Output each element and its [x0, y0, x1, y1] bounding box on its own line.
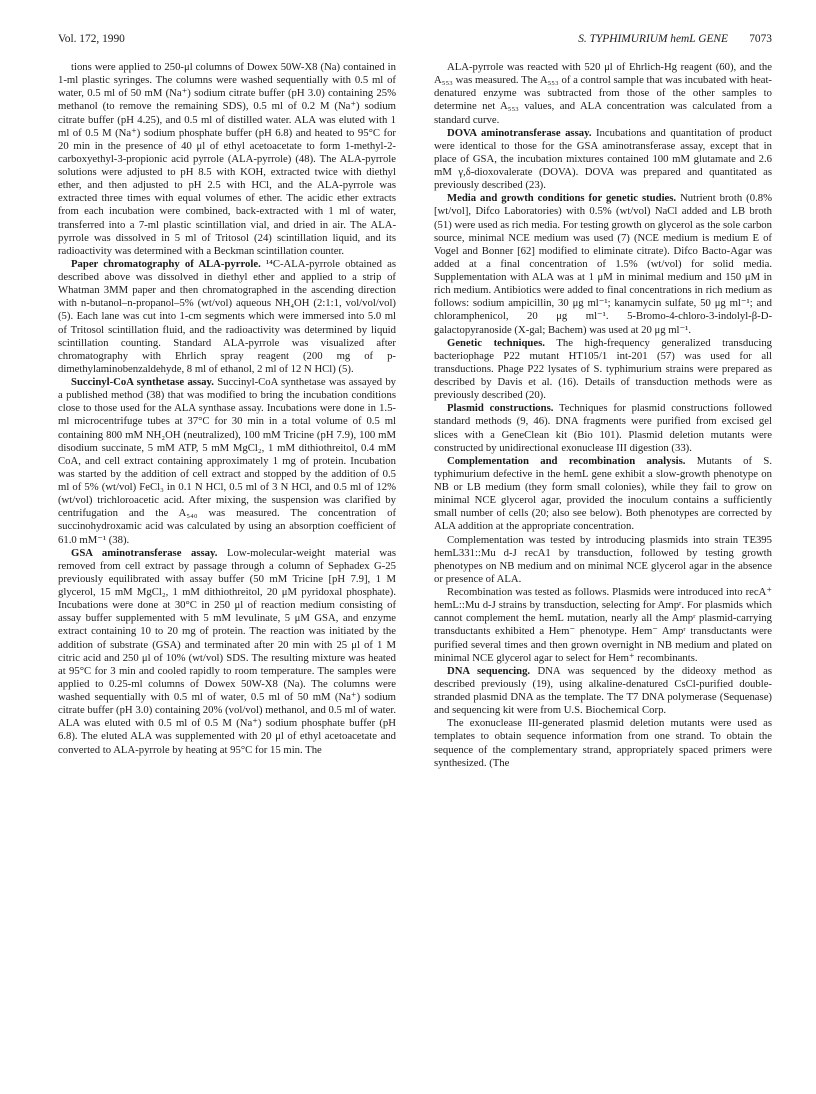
paragraph-text: Low-molecular-weight material was removed from cell extract by passage through a column of Sephadex G-25 previously equilibrated with assay buffer (50 mM Tricine [pH 7.9], 1 M glycerol, 15 mM MgCl₂, 1 mM dithiothreitol, 20 μM pyridoxal phosphate). Incubations were done at 30°C in 250 μl of reaction medium consisting of assay buffer supplemented with 5 mM levulinate, 5 μM GSA, and enzyme extract containing 10 to 20 mg of protein. The reaction was initiated by the addition of substrate (GSA) and terminated after 20 min with 25 μl of 1 M citric acid and 250 μl of 10% (wt/vol) SDS. The resulting mixture was heated at 95°C for 3 min and cooled rapidly to room temperature. The samples were applied to 0.25-ml columns of Dowex 50W-X8 (Na). The columns were washed sequentially with 0.5 ml of water, 0.5 ml of 50 mM (Na⁺) sodium citrate buffer (pH 3.0) containing 20% (vol/vol) methanol, and 0.5 ml of water. ALA was eluted with 0.5 ml of 0.5 M (Na⁺) sodium phosphate buffer (pH 6.8). The eluted ALA was supplemented with 20 μl of ethyl acetoacetate and converted to ALA-pyrrole by heating at 95°C for 15 min. The [58, 546, 396, 756]
paragraph-text: The high-frequency generalized transducing bacteriophage P22 mutant HT105/1 int-201 (57) was used for all transductions. Phage P22 lysates of S. typhimurium strains were prepared as described by Davis et al. (16). Details of transduction methods were as previously described (20). [434, 336, 773, 402]
paragraph [434, 127, 772, 193]
paragraph-text: The exonuclease III-generated plasmid deletion mutants were used as templates to obtain sequence information from one strand. To obtain the sequence of the complementary strand, appropriately spaced primers were synthesized. (The [434, 717, 772, 769]
paragraph-text: Techniques for plasmid constructions followed standard methods (9, 46). DNA fragments were purified from excised gel slices with a GeneClean kit (Bio 101). Plasmid deletion mutants were constructed by unidirectional exonuclease III digestion (33). [434, 402, 772, 454]
paragraph-text: tions were applied to 250-μl columns of Dowex 50W-X8 (Na) contained in 1-ml plastic syringes. The columns were washed sequentially with 0.5 ml of water, 0.5 ml of 50 mM (Na⁺) sodium citrate buffer (pH 3.0) containing 25% methanol (to remove the remaining SDS), 0.5 ml of 0.2 M (Na⁺) sodium citrate buffer (pH 4.25), and 0.5 ml of distilled water. ALA was eluted with 1 ml of 0.5 M (Na⁺) sodium phosphate buffer (pH 6.8) and heated to 95°C for 20 min in the presence of 40 μl of ethyl acetoacetate to form 1-methyl-2-carboxyethyl-3-propionic acid pyrrole (ALA-pyrrole) (48). The ALA-pyrrole solutions were adjusted to pH 8.5 with KOH, extracted twice with diethyl ether, and then adjusted to pH 2.5 with HCl, and the ALA-pyrrole was extracted three times with equal volumes of ether. The acidic ether extracts from each incubation were combined, back-extracted with 1 ml of water, transferred into a 7-ml plastic scintillation vial, and dried in air. The ALA-pyrrole was dissolved in 5 ml of Tritosol (24) scintillation liquid, and its radioactivity was determined with a Beckman scintillation counter. [58, 61, 396, 257]
paragraph-text: Recombination was tested as follows. Plasmids were introduced into recA⁺ hemL::Mu d-J strains by transduction, selecting for Ampʳ. For plasmids which cannot complement the hemL mutation, nearly all the Ampʳ plasmid-carrying transductants exhibited a Hem⁻ phenotype. Hem⁻ Ampʳ transductants were purified several times and then grown overnight in NB medium and plated on minimal NCE glycerol agar to select for Hem⁺ recombinants. [434, 586, 772, 664]
page-number: 7073 [749, 33, 772, 45]
section-heading: GSA aminotransferase assay. [71, 546, 218, 559]
left-column [58, 61, 396, 757]
paragraph-text: Nutrient broth (0.8% [wt/vol], Difco Laboratories) with 0.5% (wt/vol) NaCl added and LB broth (51) were used as rich media. For testing growth on glycerol as the sole carbon source, minimal NCE medium was used (7) (NCE medium is medium E of Vogel and Bonner [62] modified to eliminate citrate). Difco Bacto-Agar was added at a final concentration of 1.5% (wt/vol) for solid media. Supplementation with ALA was at 1 μM in minimal medium and 150 μM in rich medium. Antibiotics were added to final concentrations in rich medium as follows: sodium ampicillin, 30 μg ml⁻¹; kanamycin sulfate, 50 μg ml⁻¹; and chloramphenicol, 20 μg ml⁻¹. 5-Bromo-4-chloro-3-indolyl-β-D-galactopyranoside (X-gal; Bachem) was used at 20 μg ml⁻¹. [434, 192, 772, 336]
paragraph [434, 402, 772, 455]
section-heading: Plasmid constructions. [447, 402, 554, 415]
section-heading: Genetic techniques. [447, 336, 545, 349]
paragraph [434, 61, 772, 127]
running-title: S. TYPHIMURIUM hemL GENE [578, 33, 728, 45]
paragraph [434, 665, 772, 718]
section-heading: Paper chromatography of ALA-pyrrole. [71, 257, 261, 270]
paragraph [434, 534, 772, 587]
paragraph-text: Mutants of S. typhimurium defective in the hemL gene exhibit a slow-growth phenotype on NB or LB medium (they form small colonies), while they fail to grow on minimal NCE glycerol agar, provided the inoculum contains a sufficiently small number of cells (20; also see below). Both phenotypes are corrected by ALA addition at the appropriate concentration. [434, 454, 772, 533]
paragraph-text: Complementation was tested by introducing plasmids into strain TE395 hemL331::Mu d-J recA1 by transduction, followed by testing growth phenotypes on NB medium and on minimal NCE glycerol agar in the absence or presence of ALA. [434, 533, 772, 585]
paragraph [434, 455, 772, 534]
paragraph [434, 717, 772, 770]
volume-label: Vol. 172, 1990 [58, 33, 125, 45]
section-heading: DOVA aminotransferase assay. [447, 126, 592, 139]
paragraph [434, 586, 772, 665]
paragraph-text: ¹⁴C-ALA-pyrrole obtained as described above was dissolved in diethyl ether and applied to a strip of Whatman 3MM paper and then chromatographed in the ascending direction with n-butanol–n-propanol–5% (wt/vol) aqueous NH₄OH (2:1:1, vol/vol/vol) (5). Each lane was cut into 1-cm segments which were immersed into 5.0 ml of Tritosol scintillation fluid, and the radioactivity was determined by liquid scintillation counting. Standard ALA-pyrrole was visualized after chromatography with Ehrlich spray reagent (200 mg of p-dimethylaminobenzaldehyde, 8 ml of ethanol, 2 ml of 12 N HCl) (5). [58, 257, 396, 375]
paragraph [434, 337, 772, 403]
section-heading: Media and growth conditions for genetic studies. [447, 192, 677, 205]
paragraph-text: ALA-pyrrole was reacted with 520 μl of Ehrlich-Hg reagent (60), and the A₅₅₃ was measured. The A₅₅₃ of a control sample that was incubated with heat-denatured enzyme was subtracted from those of the other samples to determine net A₅₅₃ values, and ALA concentration was calculated from a standard curve. [434, 61, 772, 126]
paragraph [434, 192, 772, 336]
section-heading: Complementation and recombination analysis. [447, 454, 686, 467]
running-header [58, 33, 772, 49]
section-heading: DNA sequencing. [447, 664, 531, 677]
paragraph [58, 61, 396, 258]
section-heading: Succinyl-CoA synthetase assay. [71, 376, 214, 388]
paragraph-text: DNA was sequenced by the dideoxy method as described previously (19), using alkaline-denatured CsCl-purified double-stranded plasmid DNA as the template. The T7 DNA polymerase (Sequenase) and sequencing kit were from U.S. Biochemical Corp. [434, 664, 773, 717]
paragraph-text: Incubations and quantitation of product were identical to those for the GSA aminotransferase assay, except that in place of GSA, the incubation mixtures contained 100 mM glutamate and 2.6 mM γ,δ-dioxovalerate (DOVA). DOVA was prepared and quantitated as previously described (23). [434, 126, 772, 192]
paragraph [58, 376, 396, 547]
paragraph-text: Succinyl-CoA synthetase was assayed by a published method (38) that was modified to bring the incubation conditions close to those used for the ALA synthase assay. Incubations were done in 1.5-ml microcentrifuge tubes at 37°C for 30 min in a total volume of 0.5 ml containing 800 mM NH₂OH (neutralized), 100 mM Tricine (pH 7.9), 100 mM disodium succinate, 5 mM ATP, 5 mM MgCl₂, 1 mM dithiothreitol, 0.4 mM CoA, and cell extract containing approximately 1 mg of protein. Incubation was started by the addition of cell extract and stopped by the addition of 0.5 ml of 5% (wt/vol) FeCl₃ in 0.1 N HCl, 0.5 ml of 3 N HCl, and 0.5 ml of 12% (wt/vol) trichloroacetic acid. After mixing, the suspension was clarified by centrifugation and the A₅₄₀ was measured. The concentration of succinohydroxamic acid was calculated by using an absorption coefficient of 61.0 mM⁻¹ (38). [58, 376, 397, 546]
paragraph [58, 258, 396, 376]
paragraph [58, 547, 396, 757]
right-column [434, 61, 772, 770]
